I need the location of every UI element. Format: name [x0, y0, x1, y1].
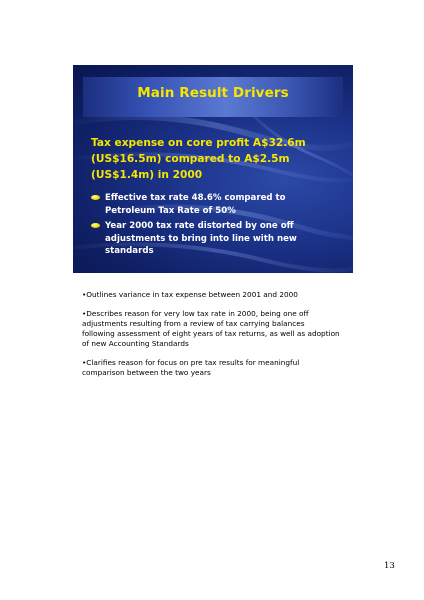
note-line: •Clarifies reason for focus on pre tax results for meaningful: [82, 358, 300, 367]
headline-line: (US$1.4m) in 2000: [91, 169, 203, 181]
note-line: of new Accounting Standards: [82, 339, 189, 348]
page-number: 13: [384, 561, 395, 571]
bullet-line: standards: [105, 246, 154, 256]
note-item: [82, 290, 382, 300]
note-item: [82, 358, 382, 378]
slide-headline: [91, 135, 346, 183]
presentation-slide: [73, 65, 353, 273]
slide-title: Main Result Drivers: [137, 85, 289, 101]
bullet-oval-icon: [91, 223, 100, 228]
bullet-line: adjustments to bring into line with new: [105, 233, 297, 244]
headline-line: Tax expense on core profit A$32.6m: [91, 137, 306, 149]
bullet-line: Effective tax rate 48.6% compared to: [105, 193, 286, 203]
note-line: •Outlines variance in tax expense between 2001 and 2000: [82, 290, 298, 299]
speaker-notes: [82, 290, 382, 387]
slide-bullet: [91, 192, 346, 217]
note-line: comparison between the two years: [82, 368, 211, 377]
note-line: following assessment of eight years of tax returns, as well as adoption: [82, 329, 340, 338]
slide-bullet-list: [91, 192, 346, 261]
bullet-line: Petroleum Tax Rate of 50%: [105, 205, 236, 216]
headline-line: (US$16.5m) compared to A$2.5m: [91, 153, 290, 165]
slide-bullet: [91, 220, 346, 258]
bullet-text: [105, 220, 346, 258]
note-line: adjustments resulting from a review of tax carrying balances: [82, 319, 305, 328]
note-item: [82, 309, 382, 349]
bullet-text: [105, 192, 346, 217]
bullet-line: Year 2000 tax rate distorted by one off: [105, 221, 294, 231]
bullet-oval-icon: [91, 195, 100, 200]
note-line: •Describes reason for very low tax rate in 2000, being one off: [82, 309, 309, 318]
